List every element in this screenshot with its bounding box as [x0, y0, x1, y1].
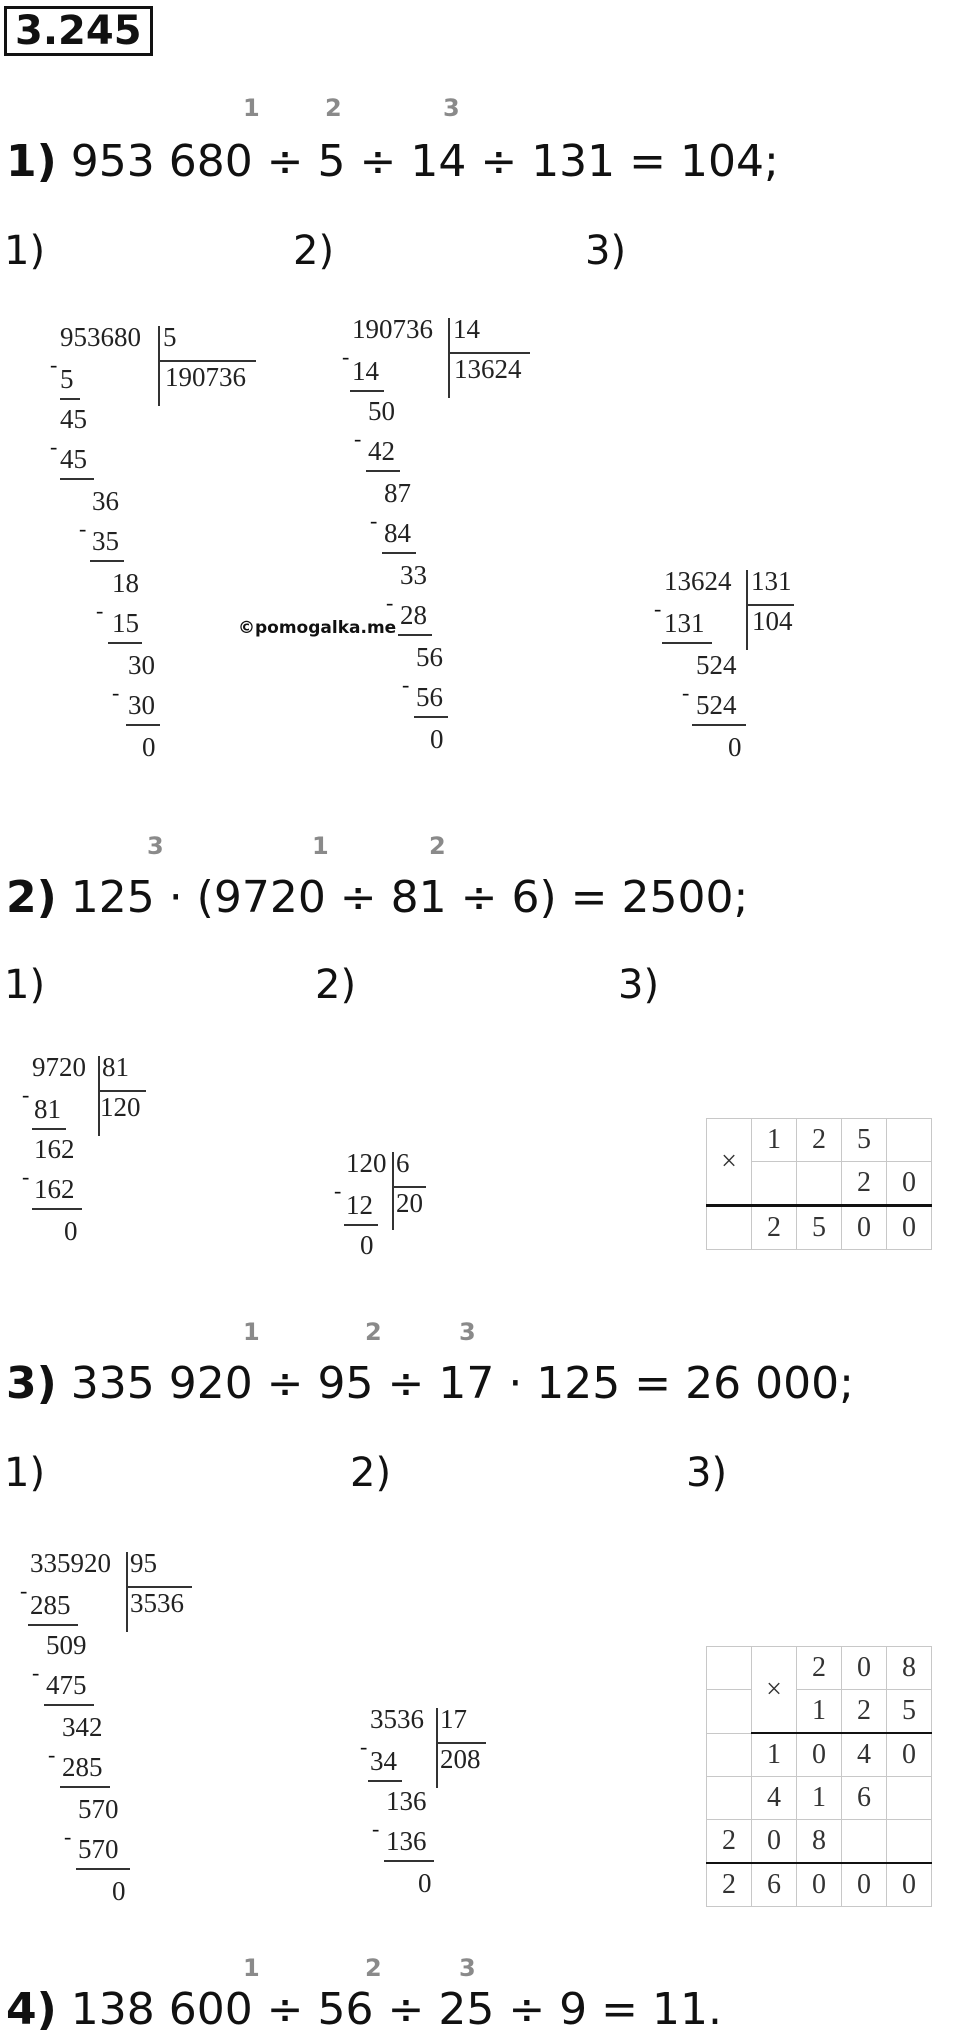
final-remainder: 0 — [418, 1868, 432, 1898]
digit-cell: 0 — [842, 1863, 887, 1907]
remainder: 45 — [60, 404, 87, 434]
subtrahend: 14 — [352, 356, 379, 386]
order-mark: 2 — [365, 1954, 382, 1982]
subtrahend: 56 — [416, 682, 443, 712]
expression-text: 953 680 ÷ 5 ÷ 14 ÷ 131 = 104; — [70, 136, 779, 187]
subtrahend: 30 — [128, 690, 155, 720]
remainder: 570 — [78, 1794, 119, 1824]
subtrahend: 285 — [62, 1752, 103, 1782]
subtrahend: 131 — [664, 608, 705, 638]
digit-cell: 4 — [752, 1777, 797, 1820]
final-remainder: 0 — [112, 1876, 126, 1906]
digit-cell — [797, 1162, 842, 1206]
digit-cell: 1 — [752, 1119, 797, 1162]
digit-cell: 0 — [887, 1733, 932, 1777]
problem-number-box — [4, 6, 153, 56]
subtrahend: 136 — [386, 1826, 427, 1856]
digit-cell: 4 — [842, 1733, 887, 1777]
dividend: 3536 — [370, 1704, 424, 1734]
digit-cell: 0 — [842, 1647, 887, 1690]
digit-cell: 2 — [707, 1863, 752, 1907]
subtrahend: 570 — [78, 1834, 119, 1864]
digit-cell — [707, 1690, 752, 1734]
divisor: 95 — [130, 1548, 157, 1578]
digit-cell: 6 — [842, 1777, 887, 1820]
dividend: 190736 — [352, 314, 433, 344]
remainder: 56 — [416, 642, 443, 672]
remainder: 136 — [386, 1786, 427, 1816]
digit-cell: 0 — [752, 1820, 797, 1864]
final-remainder: 0 — [430, 724, 444, 754]
order-mark: 2 — [325, 94, 342, 122]
dividend: 120 — [346, 1148, 387, 1178]
digit-cell — [887, 1820, 932, 1864]
minus-sign: - — [50, 352, 58, 377]
subtrahend: 5 — [60, 364, 74, 394]
minus-sign: - — [372, 1816, 380, 1841]
digit-cell — [887, 1777, 932, 1820]
digit-cell: 2 — [707, 1820, 752, 1864]
digit-cell — [887, 1119, 932, 1162]
digit-cell: 2 — [752, 1206, 797, 1250]
remainder: 30 — [128, 650, 155, 680]
divisor: 131 — [751, 566, 792, 596]
minus-sign: - — [64, 1824, 72, 1849]
expression-1 — [6, 136, 779, 188]
multiply-sign: × — [752, 1647, 797, 1734]
digit-cell: 2 — [842, 1162, 887, 1206]
quotient: 190736 — [165, 362, 246, 392]
final-remainder: 0 — [64, 1216, 78, 1246]
multiply-sign: × — [707, 1119, 752, 1206]
step-label: 2) — [350, 1450, 392, 1496]
remainder: 509 — [46, 1630, 87, 1660]
problem-number: 3.245 — [15, 8, 142, 54]
digit-cell: 5 — [842, 1119, 887, 1162]
step-label: 1) — [4, 228, 46, 274]
remainder: 87 — [384, 478, 411, 508]
quotient: 208 — [440, 1744, 481, 1774]
final-remainder: 0 — [142, 732, 156, 762]
expression-text: 125 · (9720 ÷ 81 ÷ 6) = 2500; — [70, 872, 749, 923]
digit-cell: 5 — [797, 1206, 842, 1250]
subtrahend: 12 — [346, 1190, 373, 1220]
expression-label: 3) — [6, 1358, 57, 1409]
quotient: 104 — [752, 606, 793, 636]
remainder: 342 — [62, 1712, 103, 1742]
digit-cell: 2 — [842, 1690, 887, 1734]
minus-sign: - — [354, 426, 362, 451]
divisor: 81 — [102, 1052, 129, 1082]
remainder: 524 — [696, 650, 737, 680]
expression-text: 335 920 ÷ 95 ÷ 17 · 125 = 26 000; — [70, 1358, 854, 1409]
minus-sign: - — [32, 1660, 40, 1685]
quotient: 13624 — [454, 354, 522, 384]
minus-sign: - — [334, 1178, 342, 1203]
step-label: 1) — [4, 1450, 46, 1496]
order-mark: 1 — [243, 94, 260, 122]
subtrahend: 28 — [400, 600, 427, 630]
subtrahend: 84 — [384, 518, 411, 548]
expression-3 — [6, 1358, 854, 1410]
step-label: 3) — [618, 962, 660, 1008]
dividend: 9720 — [32, 1052, 86, 1082]
subtrahend: 35 — [92, 526, 119, 556]
expression-text: 138 600 ÷ 56 ÷ 25 ÷ 9 = 11. — [70, 1984, 722, 2035]
subtrahend: 162 — [34, 1174, 75, 1204]
minus-sign: - — [22, 1082, 30, 1107]
digit-cell: 8 — [797, 1820, 842, 1864]
minus-sign: - — [386, 590, 394, 615]
remainder: 162 — [34, 1134, 75, 1164]
digit-cell: 0 — [887, 1206, 932, 1250]
digit-cell: 1 — [797, 1690, 842, 1734]
digit-cell: 1 — [797, 1777, 842, 1820]
dividend: 13624 — [664, 566, 732, 596]
minus-sign: - — [112, 680, 120, 705]
subtrahend: 45 — [60, 444, 87, 474]
final-remainder: 0 — [360, 1230, 374, 1260]
multiplication-208-by-125 — [706, 1646, 932, 1907]
multiplication-125-by-20 — [706, 1118, 932, 1250]
minus-sign: - — [402, 672, 410, 697]
digit-cell: 0 — [887, 1863, 932, 1907]
digit-cell — [752, 1162, 797, 1206]
digit-cell: 8 — [887, 1647, 932, 1690]
minus-sign: - — [682, 680, 690, 705]
minus-sign: - — [96, 598, 104, 623]
remainder: 18 — [112, 568, 139, 598]
dividend: 335920 — [30, 1548, 111, 1578]
remainder: 33 — [400, 560, 427, 590]
quotient: 3536 — [130, 1588, 184, 1618]
subtrahend: 475 — [46, 1670, 87, 1700]
step-label: 2) — [315, 962, 357, 1008]
subtrahend: 524 — [696, 690, 737, 720]
watermark: ©pomogalka.me — [238, 618, 397, 638]
order-mark: 3 — [443, 94, 460, 122]
expression-4 — [6, 1984, 722, 2036]
quotient: 20 — [396, 1188, 423, 1218]
minus-sign: - — [48, 1742, 56, 1767]
digit-cell: 6 — [752, 1863, 797, 1907]
digit-cell — [707, 1733, 752, 1777]
order-mark: 1 — [243, 1318, 260, 1346]
step-label: 3) — [686, 1450, 728, 1496]
subtrahend: 34 — [370, 1746, 397, 1776]
final-remainder: 0 — [728, 732, 742, 762]
order-mark: 2 — [429, 832, 446, 860]
step-label: 3) — [585, 228, 627, 274]
remainder: 36 — [92, 486, 119, 516]
step-label: 1) — [4, 962, 46, 1008]
digit-cell — [707, 1777, 752, 1820]
order-mark: 3 — [459, 1954, 476, 1982]
expression-label: 4) — [6, 1984, 57, 2035]
divisor: 17 — [440, 1704, 467, 1734]
subtrahend: 15 — [112, 608, 139, 638]
subtrahend: 42 — [368, 436, 395, 466]
divisor: 6 — [396, 1148, 410, 1178]
minus-sign: - — [342, 344, 350, 369]
expression-label: 2) — [6, 872, 57, 923]
order-mark: 3 — [147, 832, 164, 860]
digit-cell — [707, 1206, 752, 1250]
digit-cell: 0 — [887, 1162, 932, 1206]
minus-sign: - — [50, 434, 58, 459]
remainder: 50 — [368, 396, 395, 426]
order-mark: 3 — [459, 1318, 476, 1346]
order-mark: 1 — [312, 832, 329, 860]
digit-cell: 0 — [842, 1206, 887, 1250]
minus-sign: - — [654, 596, 662, 621]
subtrahend: 81 — [34, 1094, 61, 1124]
digit-cell: 1 — [752, 1733, 797, 1777]
minus-sign: - — [370, 508, 378, 533]
digit-cell: 0 — [797, 1733, 842, 1777]
digit-cell: 2 — [797, 1119, 842, 1162]
step-label: 2) — [293, 228, 335, 274]
minus-sign: - — [22, 1164, 30, 1189]
divisor: 5 — [163, 322, 177, 352]
dividend: 953680 — [60, 322, 141, 352]
quotient: 120 — [100, 1092, 141, 1122]
minus-sign: - — [79, 516, 87, 541]
minus-sign: - — [20, 1578, 28, 1603]
digit-cell: 2 — [797, 1647, 842, 1690]
expression-label: 1) — [6, 136, 57, 187]
expression-2 — [6, 872, 748, 924]
minus-sign: - — [360, 1734, 368, 1759]
digit-cell — [707, 1647, 752, 1690]
subtrahend: 285 — [30, 1590, 71, 1620]
digit-cell: 0 — [797, 1863, 842, 1907]
divisor: 14 — [453, 314, 480, 344]
digit-cell: 5 — [887, 1690, 932, 1734]
order-mark: 1 — [243, 1954, 260, 1982]
order-mark: 2 — [365, 1318, 382, 1346]
digit-cell — [842, 1820, 887, 1864]
